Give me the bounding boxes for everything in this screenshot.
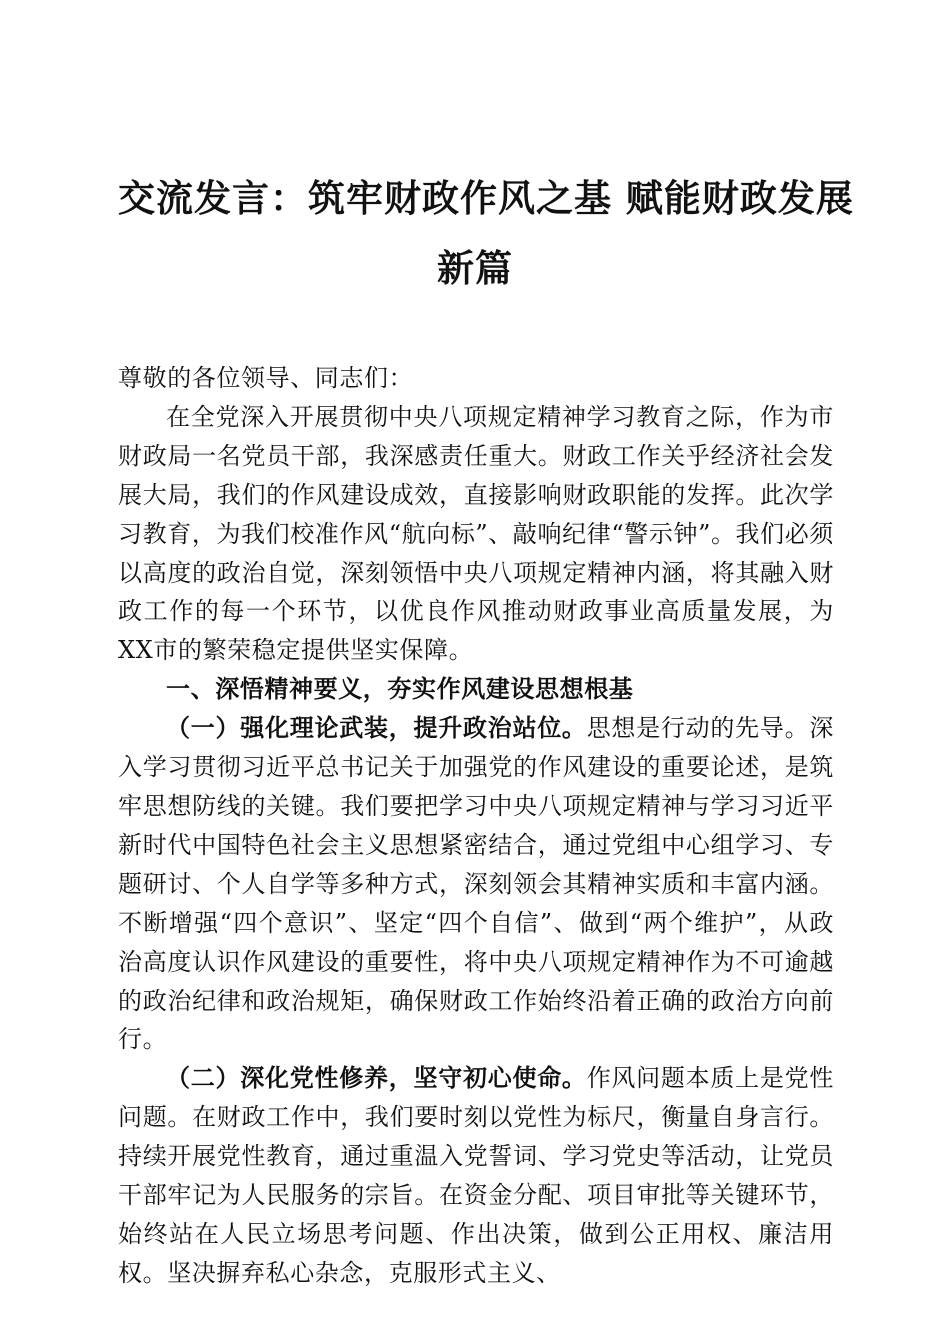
document-body	[118, 359, 834, 1293]
subsection-heading-2: （二）深化党性修养，坚守初心使命。	[166, 1064, 587, 1093]
salutation: 尊敬的各位领导、同志们：	[118, 364, 414, 392]
subsection-paragraph-2	[118, 1059, 834, 1292]
subsection-text-2: 作风问题本质上是党性问题。在财政工作中，我们要时刻以党性为标尺，衡量自身言行。持续开展党性教育，通过重温入党誓词、学习党史等活动，让党员干部牢记为人民服务的宗旨。在资金分配、项目审批等关键环节，始终站在人民立场思考问题、作出决策，做到公正用权、廉洁用权。坚决摒弃私心杂念，克服形式主义、	[118, 1064, 835, 1287]
document-title-line-2: 新篇	[437, 247, 513, 290]
subsection-text-1: 思想是行动的先导。深入学习贯彻习近平总书记关于加强党的作风建设的重要论述，是筑牢思想防线的关键。我们要把学习中央八项规定精神与学习习近平新时代中国特色社会主义思想紧密结合，通过党组中心组学习、专题研讨、个人自学等多种方式，深刻领会其精神实质和丰富内涵。不断增强“四个意识”、坚定“四个自信”、做到“两个维护”，从政治高度认识作风建设的重要性，将中央八项规定精神作为不可逾越的政治纪律和政治规矩，确保财政工作始终沿着正确的政治方向前行。	[118, 714, 835, 1054]
subsection-heading-1: （一）强化理论武装，提升政治站位。	[166, 714, 587, 743]
document-title-line-1: 交流发言：筑牢财政作风之基 赋能财政发展	[118, 177, 854, 220]
section-heading-1: 一、深悟精神要义，夯实作风建设思想根基	[166, 675, 634, 704]
subsection-paragraph-1	[118, 709, 834, 1059]
intro-paragraph: 在全党深入开展贯彻中央八项规定精神学习教育之际，作为市财政局一名党员干部，我深感责任重大。财政工作关乎经济社会发展大局，我们的作风建设成效，直接影响财政职能的发挥。此次学习教育，为我们校准作风“航向标”、敲响纪律“警示钟”。我们必须以高度的政治自觉，深刻领悟中央八项规定精神内涵，将其融入财政工作的每一个环节，以优良作风推动财政事业高质量发展，为XX市的繁荣稳定提供坚实保障。	[118, 402, 834, 665]
